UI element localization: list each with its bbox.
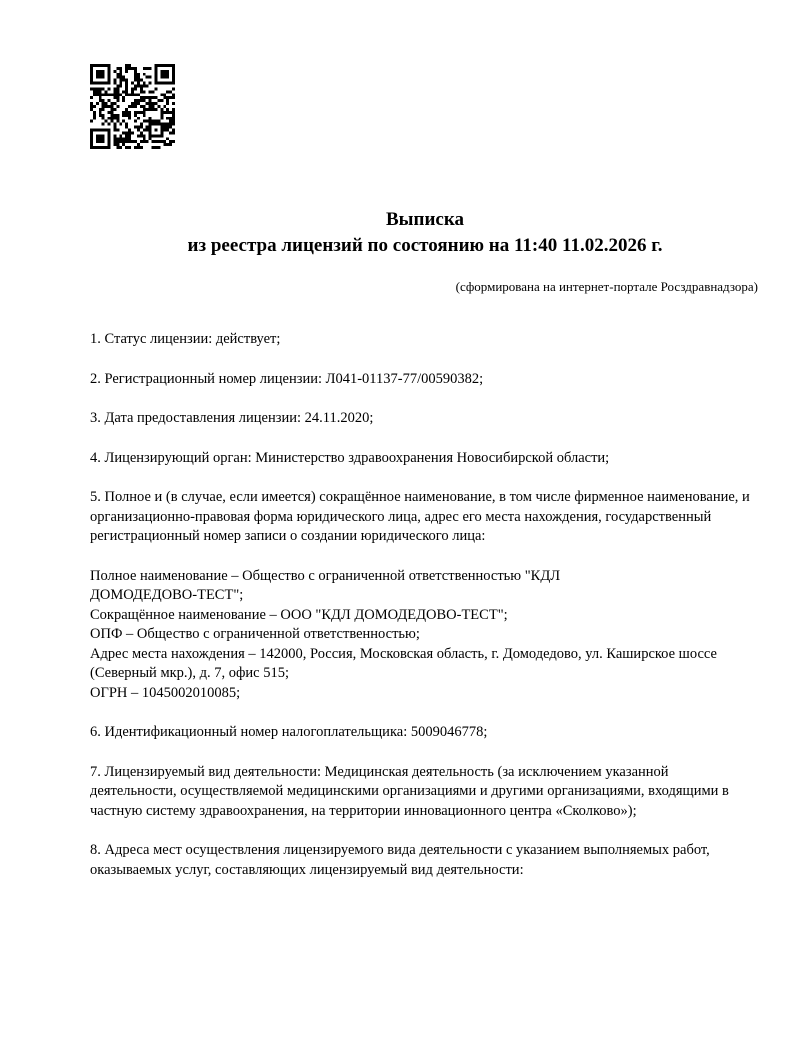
document-body (90, 330, 750, 900)
title-line-1: Выписка (386, 209, 464, 230)
org-full-name-line-1: Полное наименование – Общество с ограниченной ответственностью "КДЛ (90, 567, 561, 584)
item-licensing-authority: 4. Лицензирующий орган: Министерство здравоохранения Новосибирской области; (90, 449, 610, 466)
document-title (90, 207, 760, 259)
org-address: Адрес места нахождения – 142000, Россия, Московская область, г. Домодедово, ул. Каширское шоссе (Северный мкр.), д. 7, офис 515; (90, 645, 717, 681)
title-line-2: из реестра лицензий по состоянию на 11:40 11.02.2026 г. (187, 235, 663, 256)
organization-details (90, 567, 750, 704)
document-subtitle: (сформирована на интернет-портале Росздравнадзора) (455, 279, 758, 294)
item-registration-number: 2. Регистрационный номер лицензии: Л041-01137-77/00590382; (90, 370, 484, 387)
item-license-status: 1. Статус лицензии: действует; (90, 331, 281, 347)
qr-code (90, 64, 175, 149)
item-licensed-activity: 7. Лицензируемый вид деятельности: Медицинская деятельность (за исключением указанной деятельности, осуществляемой медицинскими организациями и другими организациями, входящими в частную систему здравоохранения, на территории инновационного центра «Сколково»); (90, 763, 729, 819)
org-ogrn: ОГРН – 1045002010085; (90, 684, 241, 701)
item-taxpayer-number: 6. Идентификационный номер налогоплательщика: 5009046778; (90, 724, 488, 740)
org-full-name-line-2: ДОМОДЕДОВО-ТЕСТ"; (90, 587, 244, 603)
item-activity-addresses-heading: 8. Адреса мест осуществления лицензируемого вида деятельности с указанием выполняемых работ, оказываемых услуг, составляющих лицензируемый вид деятельности: (90, 842, 710, 878)
item-legal-entity-heading: 5. Полное и (в случае, если имеется) сокращённое наименование, в том числе фирменное наименование, и организационно-правовая форма юридического лица, адрес его места нахождения, государственный регистрационный номер записи о создании юридического лица: (90, 489, 750, 544)
item-grant-date: 3. Дата предоставления лицензии: 24.11.2020; (90, 410, 374, 426)
org-short-name: Сокращённое наименование – ООО "КДЛ ДОМОДЕДОВО-ТЕСТ"; (90, 606, 508, 623)
org-opf: ОПФ – Общество с ограниченной ответственностью; (90, 626, 420, 642)
